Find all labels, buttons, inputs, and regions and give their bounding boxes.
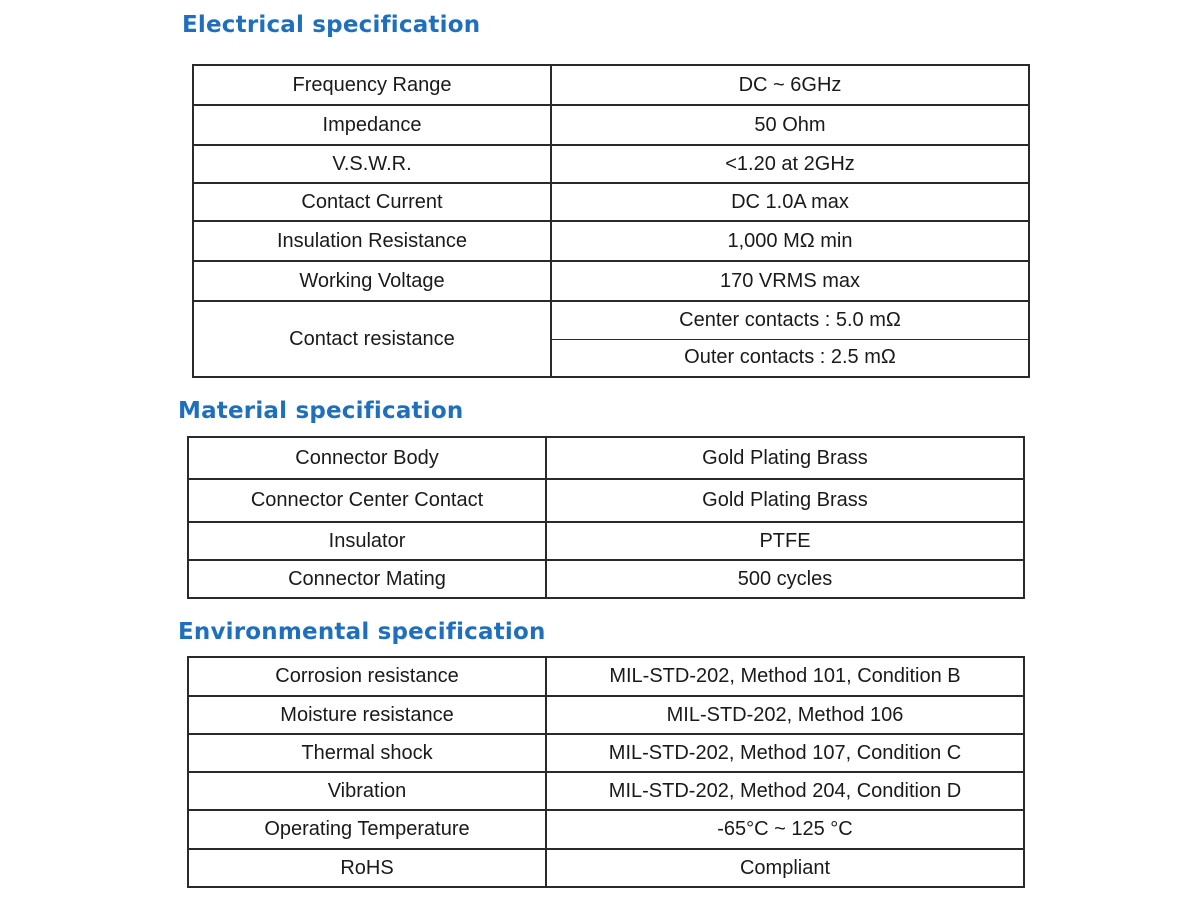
environmental-section-title: Environmental specification <box>178 619 546 645</box>
electrical-spec-table <box>192 64 1030 378</box>
spec-label: Moisture resistance <box>188 696 546 734</box>
table-row <box>193 221 1029 261</box>
spec-label: Impedance <box>193 105 551 145</box>
spec-value: MIL-STD-202, Method 107, Condition C <box>546 734 1024 772</box>
spec-label: Connector Body <box>188 437 546 479</box>
spec-label: Thermal shock <box>188 734 546 772</box>
spec-label: Connector Mating <box>188 560 546 598</box>
spec-label: Vibration <box>188 772 546 810</box>
spec-value: 170 VRMS max <box>551 261 1029 301</box>
spec-value: MIL-STD-202, Method 101, Condition B <box>546 657 1024 696</box>
spec-value: Compliant <box>546 849 1024 887</box>
spec-label: RoHS <box>188 849 546 887</box>
spec-value: Gold Plating Brass <box>546 437 1024 479</box>
table-row <box>193 261 1029 301</box>
spec-value: DC 1.0A max <box>551 183 1029 221</box>
environmental-spec-table <box>187 656 1025 888</box>
table-row <box>188 560 1024 598</box>
spec-label: V.S.W.R. <box>193 145 551 183</box>
spec-value: 500 cycles <box>546 560 1024 598</box>
table-row <box>193 145 1029 183</box>
spec-value: Gold Plating Brass <box>546 479 1024 522</box>
material-spec-table <box>187 436 1025 599</box>
spec-value: MIL-STD-202, Method 106 <box>546 696 1024 734</box>
spec-label: Connector Center Contact <box>188 479 546 522</box>
table-row <box>188 772 1024 810</box>
spec-value-center-contacts: Center contacts : 5.0 mΩ <box>551 301 1029 339</box>
table-row <box>193 105 1029 145</box>
spec-value: MIL-STD-202, Method 204, Condition D <box>546 772 1024 810</box>
spec-value: <1.20 at 2GHz <box>551 145 1029 183</box>
spec-label: Insulator <box>188 522 546 560</box>
table-row <box>188 849 1024 887</box>
spec-value: PTFE <box>546 522 1024 560</box>
material-section-title: Material specification <box>178 398 464 424</box>
spec-label: Operating Temperature <box>188 810 546 849</box>
spec-label: Corrosion resistance <box>188 657 546 696</box>
electrical-section-title: Electrical specification <box>182 12 481 38</box>
table-row <box>193 301 1029 339</box>
table-row <box>188 734 1024 772</box>
table-row <box>188 437 1024 479</box>
spec-label: Frequency Range <box>193 65 551 105</box>
table-row <box>188 522 1024 560</box>
spec-label: Contact resistance <box>193 301 551 377</box>
spec-value: -65°C ~ 125 °C <box>546 810 1024 849</box>
table-row <box>188 696 1024 734</box>
table-row <box>188 810 1024 849</box>
spec-label: Working Voltage <box>193 261 551 301</box>
table-row <box>193 183 1029 221</box>
table-row <box>188 479 1024 522</box>
table-row <box>193 65 1029 105</box>
spec-label: Contact Current <box>193 183 551 221</box>
spec-value-outer-contacts: Outer contacts : 2.5 mΩ <box>551 339 1029 377</box>
spec-value: DC ~ 6GHz <box>551 65 1029 105</box>
spec-value: 1,000 MΩ min <box>551 221 1029 261</box>
spec-value: 50 Ohm <box>551 105 1029 145</box>
spec-label: Insulation Resistance <box>193 221 551 261</box>
table-row <box>188 657 1024 696</box>
